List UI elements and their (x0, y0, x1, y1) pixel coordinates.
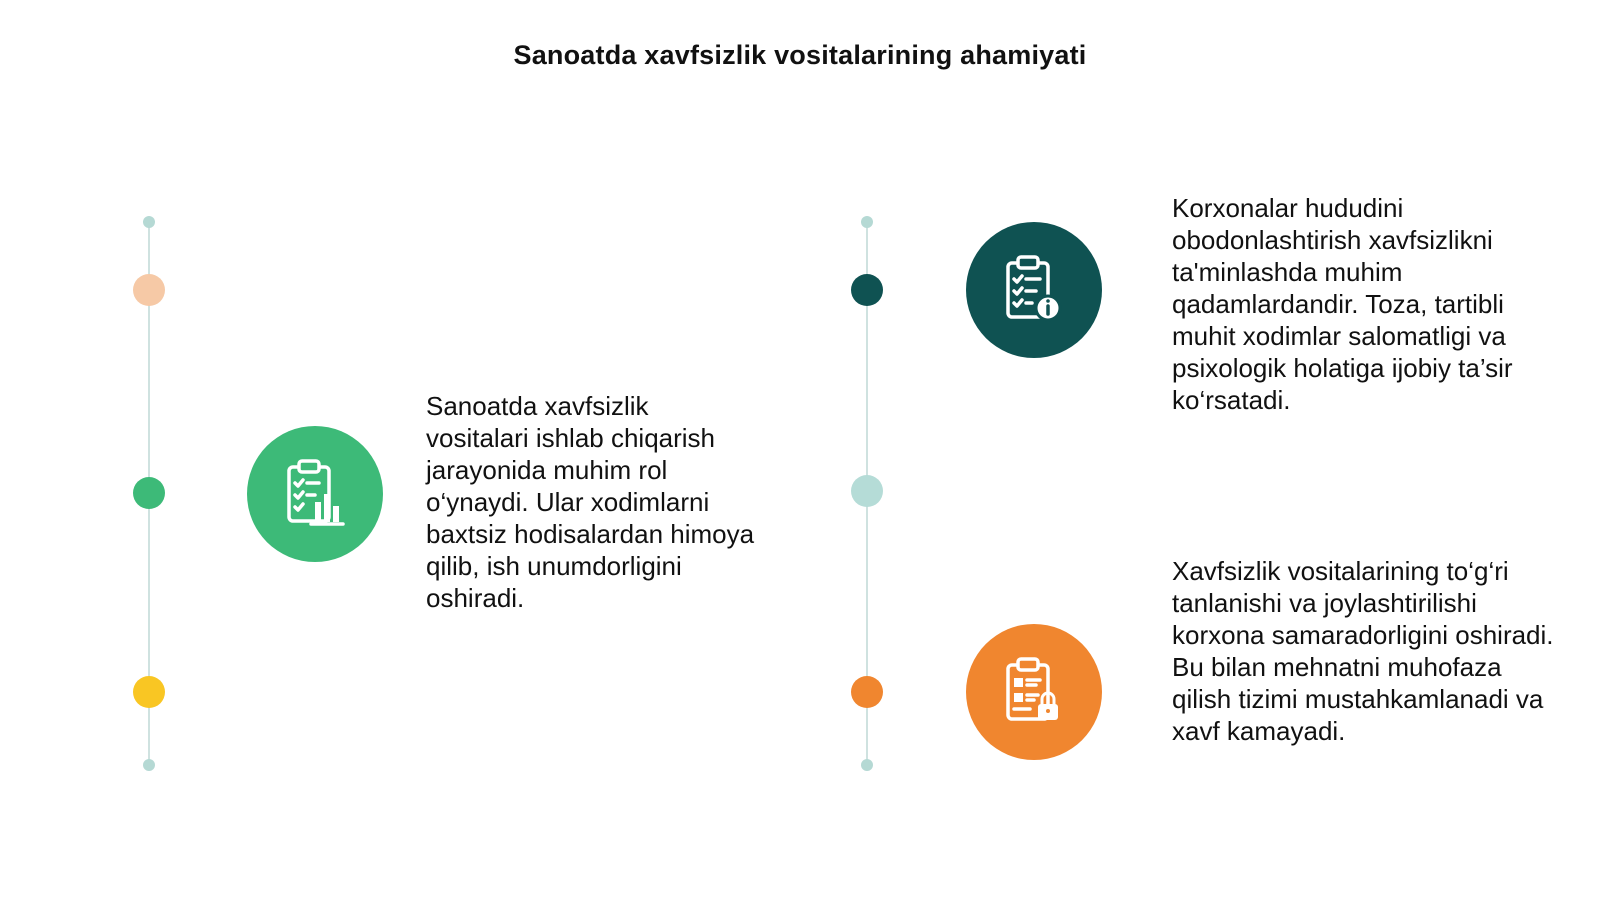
clipboard-lock-icon (994, 652, 1074, 732)
timeline-dot-green (133, 477, 165, 509)
timeline-endcap-top (861, 216, 873, 228)
timeline-dot-yellow (133, 676, 165, 708)
icon-circle-dark-teal (966, 222, 1102, 358)
timeline-endcap-top (143, 216, 155, 228)
clipboard-info-icon (994, 250, 1074, 330)
timeline-dot-light-teal (851, 475, 883, 507)
timeline-endcap-bottom (143, 759, 155, 771)
item-description: Korxonalar hududini obodonlashtirish xavfsizlikni ta'minlashda muhim qadamlardandir. Toza, tartibli muhit xodimlar salomatligi va psixologik holatiga ijobiy ta’sir ko‘rsatadi. (1172, 193, 1513, 415)
timeline-dot-peach (133, 274, 165, 306)
icon-circle-orange (966, 624, 1102, 760)
item-description: Xavfsizlik vositalarining to‘g‘ri tanlanishi va joylashtirilishi korxona samaradorligini oshiradi. Bu bilan mehnatni muhofaza qilish tizimi mustahkamlanadi va xavf kamayadi. (1172, 556, 1554, 746)
clipboard-chart-icon (275, 454, 355, 534)
timeline-endcap-bottom (861, 759, 873, 771)
icon-circle-green (247, 426, 383, 562)
timeline-dot-dark-teal (851, 274, 883, 306)
item-description: Sanoatda xavfsizlik vositalari ishlab chiqarish jarayonida muhim rol o‘ynaydi. Ular xodimlarni baxtsiz hodisalardan himoya qilib, ish unumdorligini oshiradi. (426, 391, 755, 613)
page-title: Sanoatda xavfsizlik vositalarining ahamiyati (513, 40, 1087, 70)
timeline-dot-orange (851, 676, 883, 708)
